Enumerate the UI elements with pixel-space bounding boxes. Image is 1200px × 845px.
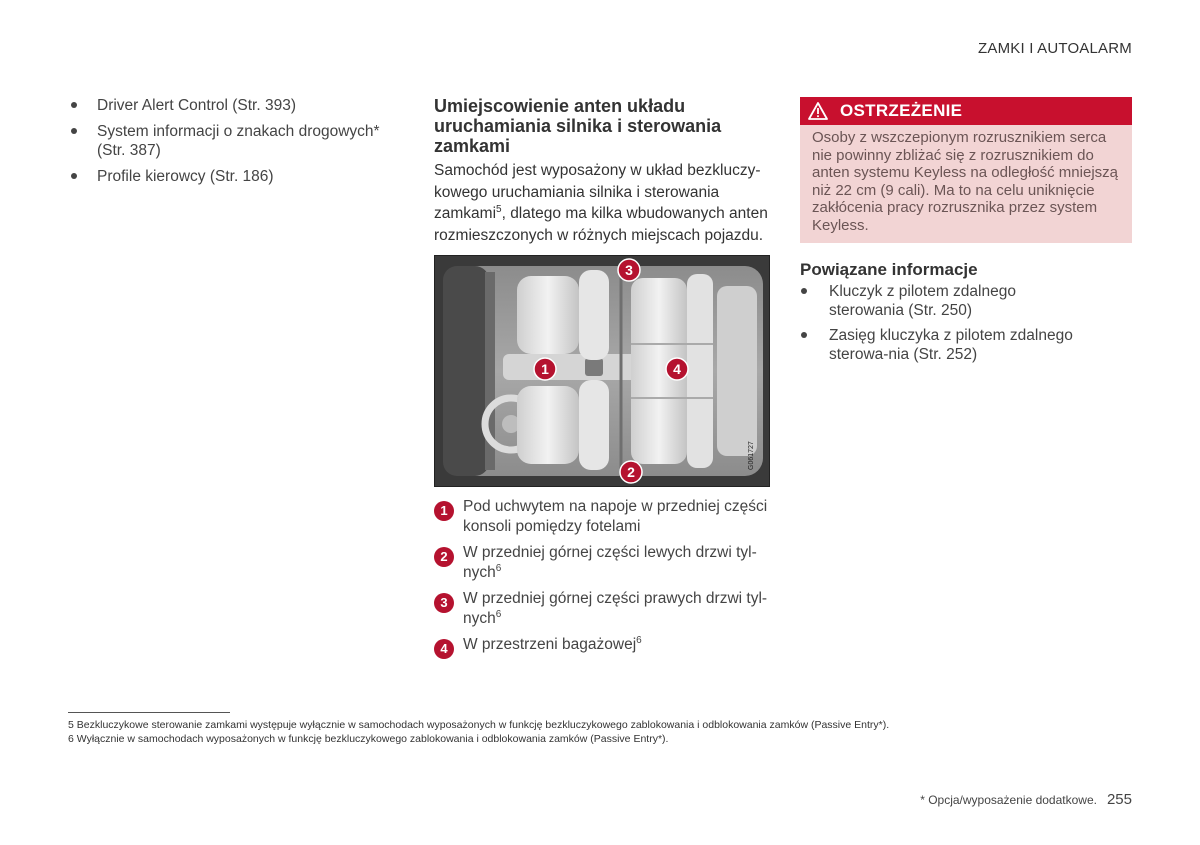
list-item[interactable]: Kluczyk z pilotem zdalnego sterowania (Str. 250) [800,282,1094,320]
page-number: 255 [1106,791,1132,808]
related-list [800,282,1135,364]
antenna-marker-3[interactable] [618,259,640,281]
footnotes [68,718,1148,746]
warning-box [800,97,1132,243]
antenna-marker-4[interactable] [666,358,688,380]
callout-number-badge: 3 [434,593,454,613]
intro-paragraph [434,160,769,246]
list-item [434,543,783,583]
front-left-seat [517,386,579,464]
list-item [434,635,783,655]
list-item[interactable]: System informacji o znakach drogowych* (Str. 387) [70,122,387,160]
callout-text: Pod uchwytem na napoje w przedniej części konsoli pomiędzy fotelami [463,498,768,535]
figure-code: G061727 [748,441,755,470]
list-item[interactable]: Driver Alert Control (Str. 393) [70,96,400,115]
footnote-ref[interactable]: 6 [495,608,502,620]
antenna-location-list [434,497,774,661]
left-column [70,96,400,193]
footnote-5: 5 Bezkluczykowe sterowanie zamkami występuje wyłącznie w samochodach wyposażonych w funkcję bezkluczykowego zablokowania i odblokowania zamków (Passive Entry*). [68,719,890,731]
callout-number-badge: 2 [434,547,454,567]
section-header: ZAMKI I AUTOALARM [978,40,1132,57]
list-item[interactable]: Zasięg kluczyka z pilotem zdalnego sterowa-nia (Str. 252) [800,326,1129,364]
footnote-divider [68,712,230,713]
list-item[interactable]: Profile kierowcy (Str. 186) [70,167,400,186]
callout-text: W przedniej górnej części prawych drzwi tyl-nych [463,590,768,627]
warning-text: Osoby z wszczepionym rozrusznikiem serca nie powinny zbliżać się z rozrusznikiem do anten systemu Keyless na odległość mniejszą niż 22 cm (9 cali). Ma to na celu uniknięcie zakłócenia pracy rozrusznika przez system Keyless. [812,129,1118,234]
related-information [800,260,1135,370]
footer-note: * Opcja/wyposażenie dodatkowe. [920,793,1097,807]
svg-text:1: 1 [541,361,549,377]
section-title: Umiejscowienie anten układu uruchamiania silnika i sterowania zamkami [434,96,722,156]
main-column [434,96,774,246]
car-topview-illustration [435,256,769,486]
svg-text:3: 3 [625,262,633,278]
list-item [434,497,783,537]
list-item [434,589,783,629]
callout-number-badge: 1 [434,501,454,521]
callout-text: W przedniej górnej części lewych drzwi tyl-nych [463,544,757,581]
warning-triangle-icon [808,102,828,120]
footnote-ref[interactable]: 6 [495,562,502,574]
svg-text:2: 2 [627,464,635,480]
luggage-area [717,286,757,456]
page-footer [920,791,1132,808]
antenna-marker-1[interactable] [534,358,556,380]
svg-text:4: 4 [673,361,681,377]
footnote-ref[interactable]: 6 [636,634,642,646]
related-title: Powiązane informacje [800,260,978,279]
warning-header [800,97,1132,125]
callout-text: W przestrzeni bagażowej [463,636,637,653]
intro-text-end: , dlatego ma kilka wbudowanych anten rozmieszczonych w różnych miejscach pojazdu. [434,205,768,244]
footnote-ref[interactable]: 5 [496,203,502,215]
car-interior-diagram [434,255,770,487]
front-right-seat [517,276,579,354]
warning-title: OSTRZEŻENIE [840,101,963,120]
callout-number-badge: 4 [434,639,454,659]
antenna-marker-2[interactable] [620,461,642,483]
footnote-6: 6 Wyłącznie w samochodach wyposażonych w funkcję bezkluczykowego zablokowania i odblokowania zamków (Passive Entry*). [68,733,669,745]
intro-text: Samochód jest wyposażony w układ bezkluczy-kowego uruchamiania silnika i sterowania zamkami [434,162,761,222]
see-also-list [70,96,400,186]
